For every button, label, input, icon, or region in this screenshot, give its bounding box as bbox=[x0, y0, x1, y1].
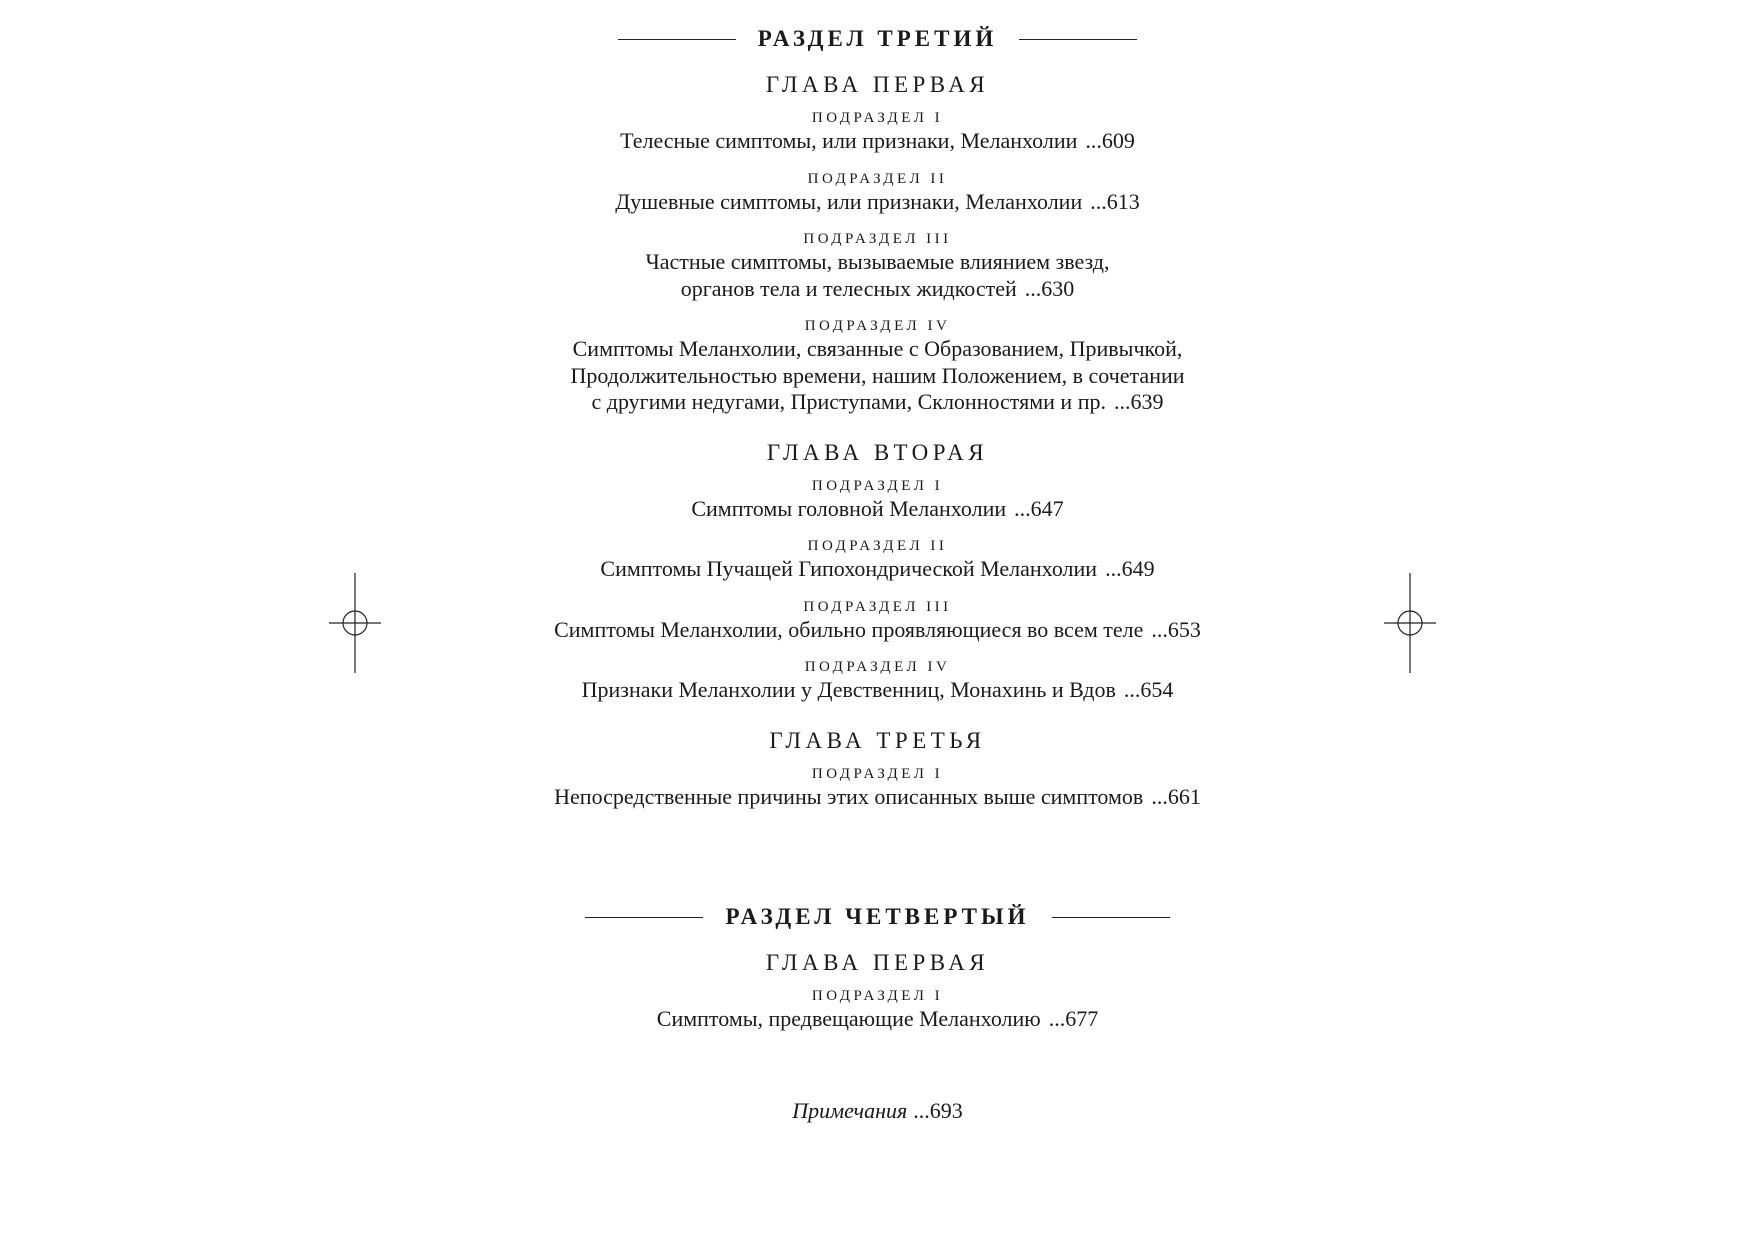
subsection-label: ПОДРАЗДЕЛ I bbox=[811, 988, 944, 1004]
toc-entry[interactable] bbox=[0, 108, 1755, 155]
entry-text bbox=[0, 677, 1755, 704]
page-number: ...653 bbox=[1151, 616, 1201, 642]
entry-line bbox=[0, 784, 1755, 811]
heading-rule-right bbox=[1052, 917, 1170, 918]
entry-title-line: Душевные симптомы, или признаки, Меланхолии bbox=[615, 188, 1083, 214]
entry-line bbox=[0, 389, 1755, 416]
page-number: ...630 bbox=[1024, 275, 1075, 301]
entry-title-line: Симптомы Пучащей Гипохондрической Меланхолии bbox=[600, 556, 1098, 581]
entry-title-line: Симптомы, предвещающие Меланхолию bbox=[656, 1006, 1041, 1031]
toc-chapter bbox=[0, 948, 1755, 1033]
subsection-label: ПОДРАЗДЕЛ IV bbox=[804, 318, 951, 334]
entry-line bbox=[0, 276, 1755, 303]
page-number: ...639 bbox=[1113, 389, 1164, 414]
entry-title-line: Телесные симптомы, или признаки, Меланхолии bbox=[620, 128, 1078, 153]
notes-page-number: ...693 bbox=[913, 1098, 963, 1123]
entry-line bbox=[0, 336, 1755, 363]
toc-chapter bbox=[0, 70, 1755, 416]
entry-line bbox=[0, 249, 1755, 276]
entry-title-line: с другими недугами, Приступами, Склонностями и пр. bbox=[591, 389, 1106, 414]
toc-entry[interactable] bbox=[0, 476, 1755, 523]
entry-title-line: Продолжительностью времени, нашим Положением, в сочетании bbox=[570, 362, 1185, 388]
toc-entry[interactable] bbox=[0, 657, 1755, 704]
entry-line bbox=[0, 496, 1755, 523]
toc-entry[interactable] bbox=[0, 229, 1755, 302]
entry-line bbox=[0, 189, 1755, 216]
page-number: ...647 bbox=[1014, 495, 1064, 521]
section-heading bbox=[0, 892, 1755, 942]
entry-title-line: Симптомы Меланхолии, связанные с Образованием, Привычкой, bbox=[572, 336, 1183, 361]
registration-mark-right-icon bbox=[1384, 573, 1436, 673]
heading-rule-left bbox=[585, 917, 703, 918]
toc-entry[interactable] bbox=[0, 764, 1755, 811]
entry-title-line: Непосредственные причины этих описанных выше симптомов bbox=[554, 783, 1144, 809]
page-number: ...677 bbox=[1048, 1006, 1099, 1031]
entry-text bbox=[0, 617, 1755, 644]
section-heading bbox=[0, 14, 1755, 64]
subsection-label: ПОДРАЗДЕЛ IV bbox=[804, 659, 951, 675]
subsection-label: ПОДРАЗДЕЛ II bbox=[807, 170, 948, 187]
entry-line bbox=[0, 617, 1755, 644]
entry-text bbox=[0, 128, 1755, 155]
entry-title-line: органов тела и телесных жидкостей bbox=[680, 275, 1017, 301]
entry-text bbox=[0, 1006, 1755, 1033]
toc-entry[interactable] bbox=[0, 316, 1755, 416]
toc-chapter bbox=[0, 726, 1755, 811]
page-number: ...654 bbox=[1123, 677, 1174, 702]
entry-line bbox=[0, 128, 1755, 155]
entry-title-line: Симптомы Меланхолии, обильно проявляющиеся во всем теле bbox=[554, 616, 1144, 642]
toc-entry[interactable] bbox=[0, 986, 1755, 1033]
entry-line bbox=[0, 363, 1755, 390]
toc-entry[interactable] bbox=[0, 536, 1755, 583]
toc-section bbox=[0, 892, 1755, 1033]
entry-title-line: Симптомы головной Меланхолии bbox=[691, 495, 1007, 521]
entry-text bbox=[0, 556, 1755, 583]
entry-title-line: Признаки Меланхолии у Девственниц, Монахинь и Вдов bbox=[581, 677, 1116, 702]
subsection-label: ПОДРАЗДЕЛ III bbox=[803, 231, 952, 247]
heading-rule-left bbox=[618, 39, 736, 40]
section-title: РАЗДЕЛ ТРЕТИЙ bbox=[757, 26, 998, 51]
chapter-title: ГЛАВА ПЕРВАЯ bbox=[765, 72, 990, 97]
page-number: ...613 bbox=[1090, 188, 1140, 214]
chapter-title: ГЛАВА ПЕРВАЯ bbox=[765, 950, 990, 975]
heading-rule-right bbox=[1019, 39, 1137, 40]
entry-text bbox=[0, 784, 1755, 811]
notes-entry[interactable] bbox=[0, 1098, 1755, 1124]
toc-entry[interactable] bbox=[0, 597, 1755, 644]
page-number: ...649 bbox=[1105, 556, 1155, 581]
entry-title-line: Частные симптомы, вызываемые влиянием звезд, bbox=[645, 249, 1110, 274]
subsection-label: ПОДРАЗДЕЛ I bbox=[811, 765, 944, 782]
page-number: ...609 bbox=[1085, 128, 1135, 153]
entry-text bbox=[0, 189, 1755, 216]
subsection-label: ПОДРАЗДЕЛ III bbox=[803, 598, 952, 615]
toc-entry[interactable] bbox=[0, 169, 1755, 216]
entry-line bbox=[0, 677, 1755, 704]
subsection-label: ПОДРАЗДЕЛ I bbox=[811, 110, 944, 126]
section-title: РАЗДЕЛ ЧЕТВЕРТЫЙ bbox=[725, 904, 1030, 929]
entry-text bbox=[0, 336, 1755, 416]
notes-label: Примечания bbox=[792, 1098, 908, 1123]
subsection-label: ПОДРАЗДЕЛ II bbox=[807, 538, 948, 554]
registration-mark-left-icon bbox=[329, 573, 381, 673]
entry-line bbox=[0, 1006, 1755, 1033]
subsection-label: ПОДРАЗДЕЛ I bbox=[811, 477, 944, 494]
entry-text bbox=[0, 496, 1755, 523]
entry-line bbox=[0, 556, 1755, 583]
page-number: ...661 bbox=[1151, 783, 1201, 809]
entry-text bbox=[0, 249, 1755, 302]
chapter-title: ГЛАВА ВТОРАЯ bbox=[766, 439, 989, 465]
toc-chapter bbox=[0, 438, 1755, 704]
toc-section bbox=[0, 14, 1755, 810]
chapter-title: ГЛАВА ТРЕТЬЯ bbox=[769, 727, 986, 753]
